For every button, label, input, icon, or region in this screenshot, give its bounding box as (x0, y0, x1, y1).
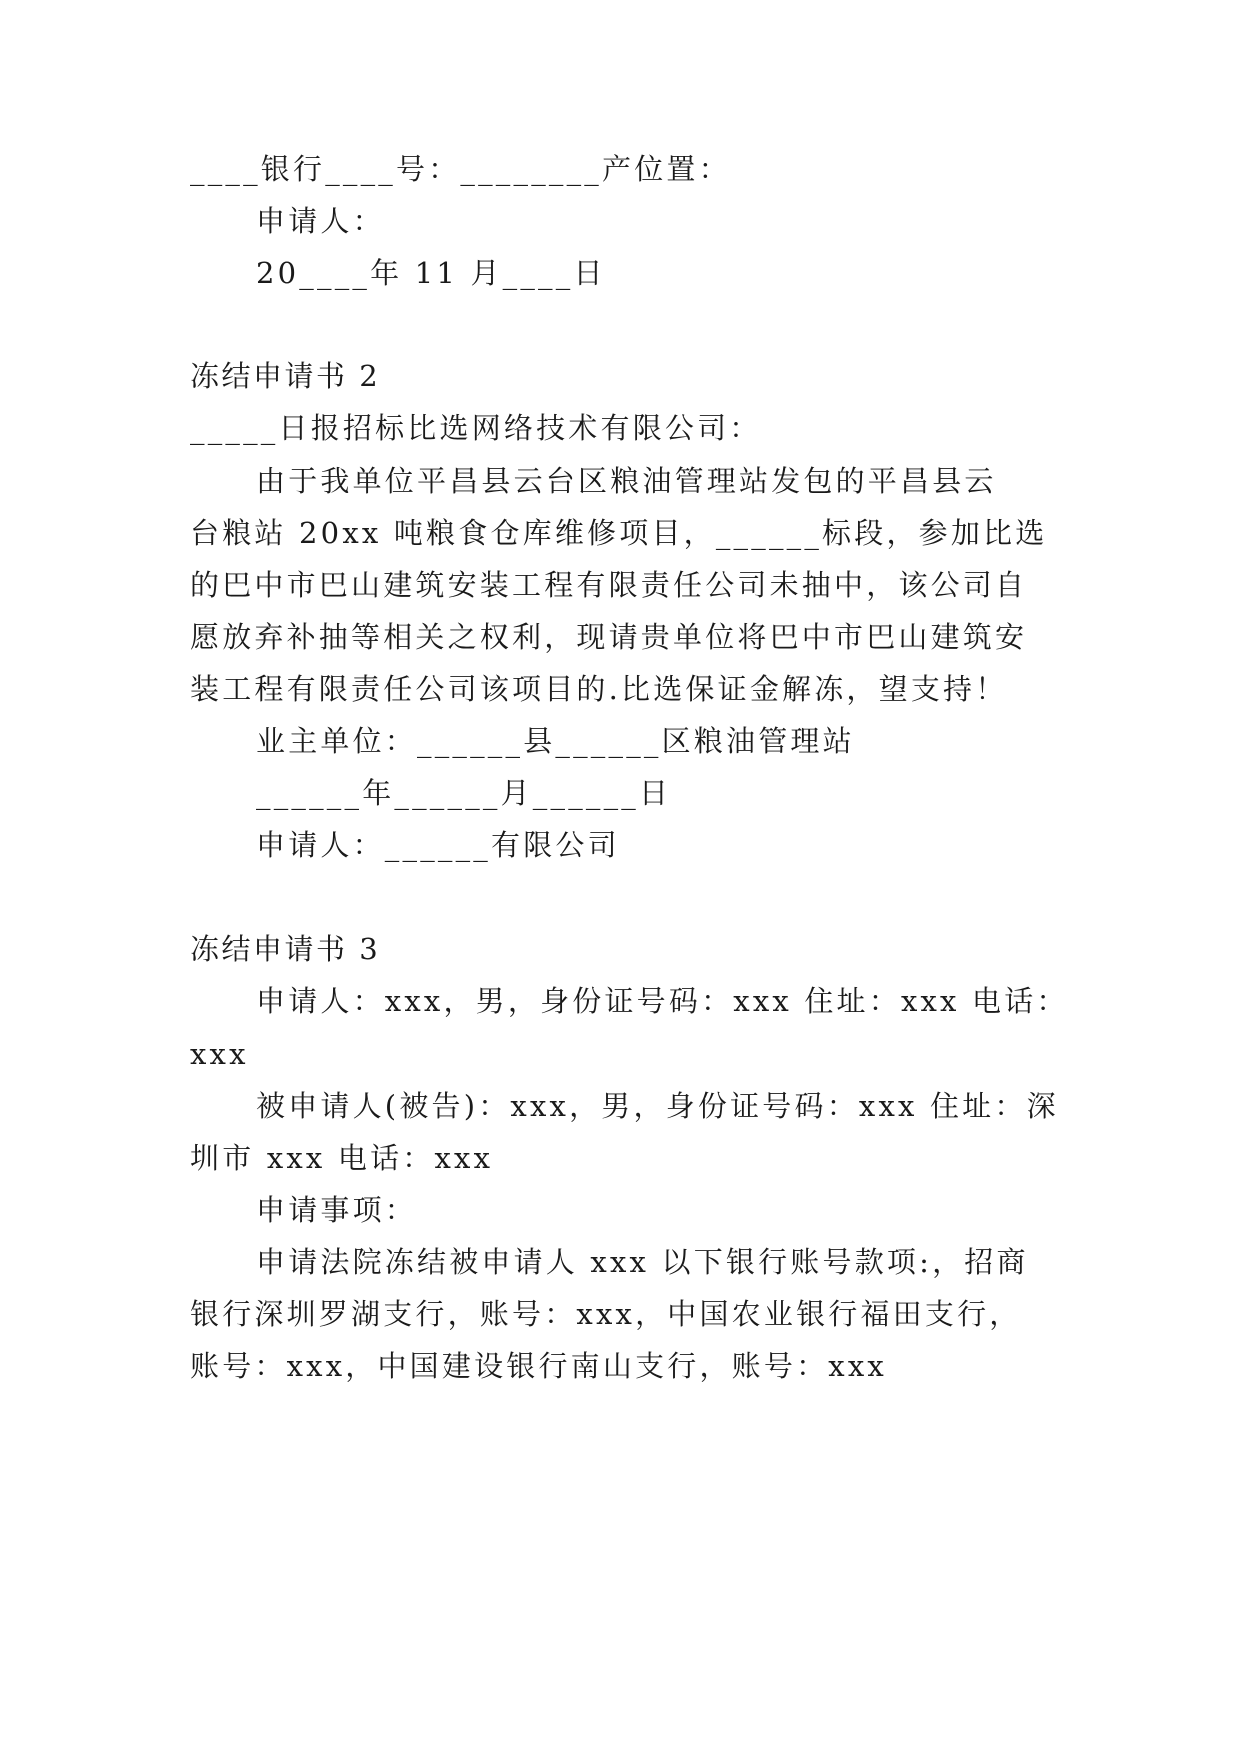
body-paragraph-line: 由于我单位平昌县云台区粮油管理站发包的平昌县云 (256, 464, 997, 498)
application-date: 20____年 11 月____日 (256, 256, 606, 290)
respondent-info-line: 被申请人(被告)：xxx，男，身份证号码：xxx 住址：深 (256, 1089, 1059, 1123)
applicant-company-line: 申请人：______有限公司 (256, 828, 620, 862)
matters-line: 申请法院冻结被申请人 xxx 以下银行账号款项:，招商 (256, 1245, 1029, 1279)
applicant-signature-label: 申请人： (256, 204, 385, 238)
section-title-3: 冻结申请书 3 (190, 932, 381, 966)
applicant-info-line: xxx (190, 1037, 249, 1071)
recipient-line: _____日报招标比选网络技术有限公司： (190, 411, 762, 445)
bank-info-line: ____银行____号：________产位置： (190, 152, 731, 186)
body-paragraph-line: 装工程有限责任公司该项目的.比选保证金解冻，望支持！ (190, 672, 1008, 706)
matters-line: 账号：xxx，中国建设银行南山支行，账号：xxx (190, 1349, 887, 1383)
applicant-info-line: 申请人：xxx，男，身份证号码：xxx 住址：xxx 电话： (256, 984, 1069, 1018)
matters-label: 申请事项： (256, 1193, 418, 1227)
matters-line: 银行深圳罗湖支行，账号：xxx，中国农业银行福田支行， (190, 1297, 1022, 1331)
body-paragraph-line: 的巴中市巴山建筑安装工程有限责任公司未抽中，该公司自 (190, 568, 1028, 602)
body-paragraph-line: 台粮站 20xx 吨粮食仓库维修项目，______标段，参加比选 (190, 516, 1048, 550)
owner-unit-line: 业主单位：______县______区粮油管理站 (256, 724, 855, 758)
date-line: ______年______月______日 (256, 776, 672, 810)
respondent-info-line: 圳市 xxx 电话：xxx (190, 1141, 494, 1175)
body-paragraph-line: 愿放弃补抽等相关之权利，现请贵单位将巴中市巴山建筑安 (190, 620, 1028, 654)
section-title-2: 冻结申请书 2 (190, 359, 381, 393)
